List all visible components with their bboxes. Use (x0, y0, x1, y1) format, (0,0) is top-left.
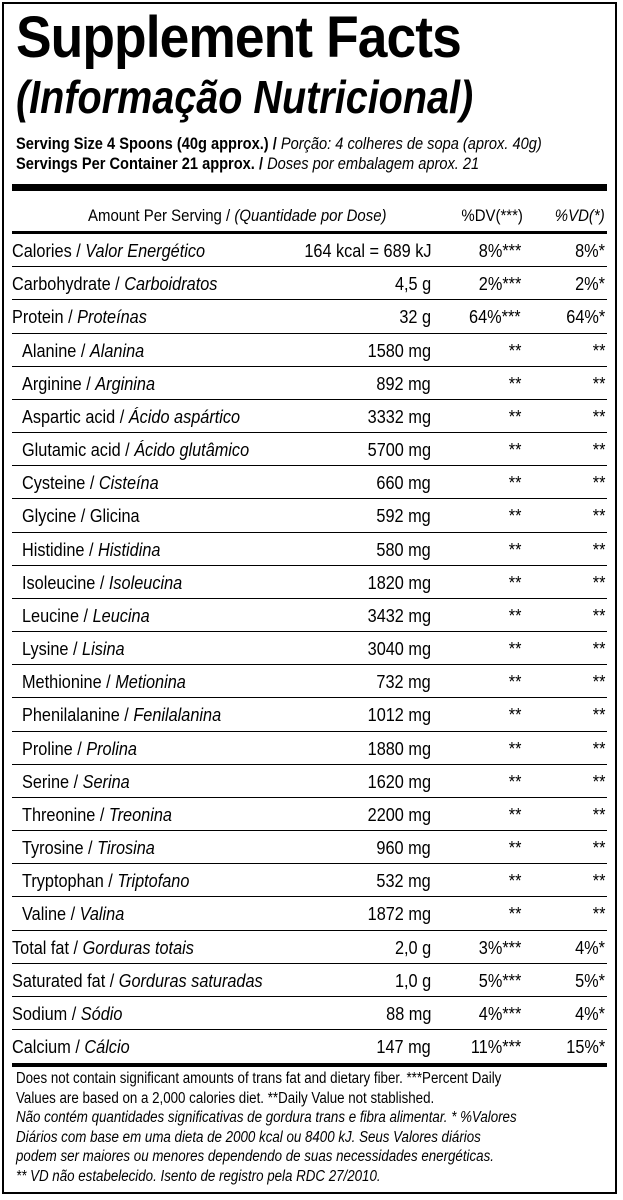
nutrient-name-en: Tyrosine / (22, 837, 98, 859)
nutrient-name (22, 903, 124, 925)
nutrient-name-pt: Gorduras saturadas (118, 969, 263, 991)
nutrient-name-pt: Cisteína (98, 472, 159, 494)
nutrient-dv: ** (508, 339, 521, 361)
nutrient-amount: 660 mg (376, 472, 431, 494)
nutrient-vd: 4%* (575, 1002, 605, 1024)
nutrient-dv: ** (508, 439, 521, 461)
table-row (12, 433, 607, 466)
nutrient-name-en: Sodium / (12, 1002, 81, 1024)
nutrient-name (12, 937, 194, 959)
nutrient-amount: 1580 mg (367, 339, 431, 361)
nutrient-amount: 1872 mg (367, 903, 431, 925)
nutrient-name (22, 638, 125, 660)
nutrient-dv: ** (508, 571, 521, 593)
nutrient-dv: 4%*** (478, 1002, 521, 1024)
amount-header (88, 206, 387, 226)
nutrient-name-pt: Ácido glutâmico (134, 439, 250, 461)
nutrient-name-en: Glycine / Glicina (22, 505, 140, 527)
bottom-thick-divider (12, 1063, 607, 1067)
nutrient-name (22, 738, 137, 760)
nutrient-name (12, 1036, 130, 1058)
amount-header-en: Amount Per Serving / (88, 206, 235, 225)
nutrient-amount: 3432 mg (367, 604, 431, 626)
nutrient-name-en: Phenilalanine / (22, 704, 134, 726)
table-row (12, 732, 607, 765)
nutrient-vd: ** (592, 870, 605, 892)
nutrient-name (12, 306, 147, 328)
serving-size-sep: / (268, 134, 281, 153)
table-row (12, 931, 607, 964)
nutrient-name-pt: Histidina (98, 538, 161, 560)
nutrient-name (22, 572, 182, 594)
nutrient-name-en: Glutamic acid / (22, 439, 135, 461)
nutrient-dv: ** (508, 372, 521, 394)
nutrient-vd: 15%* (566, 1036, 605, 1058)
footnote-pt-1: Não contém quantidades significativas de gordura trans e fibra alimentar. * %Valores (16, 1109, 517, 1126)
nutrient-dv: ** (508, 405, 521, 427)
nutrient-name (12, 1003, 122, 1025)
nutrient-name (22, 439, 249, 461)
nutrient-name-en: Histidine / (22, 538, 99, 560)
nutrient-amount: 88 mg (385, 1002, 431, 1024)
nutrient-name-en: Valine / (22, 903, 80, 925)
nutrient-name (12, 240, 205, 262)
table-row (12, 566, 607, 599)
nutrient-amount: 592 mg (376, 505, 431, 527)
nutrient-vd: ** (592, 405, 605, 427)
nutrient-amount: 1820 mg (367, 571, 431, 593)
supplement-facts-panel (2, 2, 617, 1194)
nutrient-name-pt: Fenilalanina (133, 704, 222, 726)
nutrient-name-pt: Tirosina (97, 837, 155, 859)
nutrient-name-pt: Leucina (92, 604, 150, 626)
nutrient-dv: 8%*** (478, 240, 521, 261)
nutrient-name-pt: Cálcio (84, 1036, 130, 1058)
nutrient-dv: ** (508, 671, 521, 693)
nutrient-amount: 732 mg (376, 671, 431, 693)
table-row (12, 665, 607, 698)
nutrient-name-pt: Serina (82, 770, 130, 792)
nutrient-name-en: Arginine / (22, 372, 96, 394)
nutrient-vd: 5%* (575, 969, 605, 991)
nutrient-vd: ** (592, 571, 605, 593)
nutrient-name (12, 970, 263, 992)
table-row (12, 300, 607, 333)
nutrient-name (22, 373, 155, 395)
nutrient-vd: ** (592, 604, 605, 626)
dv-header: %DV(***) (461, 206, 523, 225)
serving-size-line (16, 134, 542, 153)
table-row (12, 831, 607, 864)
footnote-en-1: Does not contain significant amounts of trans fat and dietary fiber. ***Percent Daily (16, 1070, 502, 1087)
nutrient-name-en: Threonine / (22, 803, 109, 825)
nutrient-amount: 960 mg (376, 837, 431, 859)
nutrient-vd: ** (592, 638, 605, 660)
nutrient-amount: 1620 mg (367, 770, 431, 792)
nutrient-name (22, 771, 130, 793)
nutrient-amount: 32 g (399, 306, 431, 328)
nutrient-name (22, 671, 186, 693)
nutrient-name-pt: Alanina (89, 339, 145, 361)
nutrient-dv: 2%*** (478, 273, 521, 295)
nutrient-dv: 11%*** (470, 1036, 521, 1058)
nutrient-name (22, 870, 189, 892)
nutrient-amount: 3040 mg (367, 638, 431, 660)
table-row (12, 234, 607, 267)
nutrient-name (22, 340, 144, 362)
nutrient-name (12, 273, 217, 295)
nutrient-name (22, 605, 150, 627)
table-row (12, 367, 607, 400)
nutrient-name-en: Isoleucine / (22, 571, 109, 593)
table-row (12, 997, 607, 1030)
nutrient-amount: 5700 mg (367, 439, 431, 461)
nutrient-name (22, 837, 155, 859)
table-row (12, 499, 607, 532)
nutrient-vd: 2%* (575, 273, 605, 295)
nutrient-dv: ** (508, 870, 521, 892)
nutrient-name-pt: Lisina (82, 638, 125, 660)
table-row (12, 267, 607, 300)
nutrient-vd: 64%* (566, 306, 605, 328)
nutrient-name (22, 539, 160, 561)
nutrient-name-pt: Prolina (86, 737, 137, 759)
nutrient-dv: ** (508, 472, 521, 494)
servings-per-container-sep: / (254, 154, 268, 173)
nutrient-name-en: Calories / (12, 240, 86, 261)
nutrient-name-en: Carbohydrate / (12, 273, 125, 295)
nutrient-name (22, 505, 140, 527)
nutrient-name-pt: Carboidratos (124, 273, 218, 295)
nutrient-name-en: Serine / (22, 770, 83, 792)
nutrient-amount: 1,0 g (394, 969, 431, 991)
nutrient-name-en: Calcium / (12, 1036, 85, 1058)
nutrient-name (22, 472, 159, 494)
nutrient-amount: 164 kcal = 689 kJ (303, 240, 431, 261)
top-thick-divider (12, 184, 607, 191)
panel-subtitle: (Informação Nutricional) (16, 71, 474, 123)
nutrient-vd: ** (592, 505, 605, 527)
nutrient-vd: ** (592, 903, 605, 925)
vd-header: %VD(*) (555, 206, 605, 225)
nutrient-dv: ** (508, 903, 521, 925)
serving-size-pt: Porção: 4 colheres de sopa (aprox. 40g) (280, 134, 542, 153)
nutrient-dv: ** (508, 770, 521, 792)
nutrient-vd: ** (592, 704, 605, 726)
nutrient-vd: ** (592, 538, 605, 560)
table-row (12, 798, 607, 831)
nutrient-name-en: Lysine / (22, 638, 83, 660)
nutrient-dv: ** (508, 638, 521, 660)
nutrient-name-en: Cysteine / (22, 472, 99, 494)
nutrient-name-en: Protein / (12, 306, 78, 328)
nutrient-name-pt: Ácido aspártico (128, 405, 241, 427)
nutrient-name-en: Tryptophan / (22, 870, 118, 892)
nutrient-amount: 1012 mg (367, 704, 431, 726)
nutrient-dv: 3%*** (478, 936, 521, 958)
nutrient-amount: 892 mg (376, 372, 431, 394)
nutrient-dv: ** (508, 803, 521, 825)
table-row (12, 1030, 607, 1063)
table-row (12, 765, 607, 798)
nutrient-vd: ** (592, 472, 605, 494)
table-row (12, 334, 607, 367)
nutrient-name-pt: Arginina (95, 372, 156, 394)
nutrient-name-pt: Treonina (108, 803, 172, 825)
nutrient-name-en: Proline / (22, 737, 87, 759)
footnote-pt-3: podem ser maiores ou menores dependendo de suas necessidades energéticas. (16, 1148, 494, 1165)
nutrient-amount: 147 mg (376, 1036, 431, 1058)
nutrient-name-pt: Isoleucina (108, 571, 183, 593)
nutrient-name-pt: Gorduras totais (82, 936, 194, 958)
nutrient-name-pt: Valor Energético (85, 240, 206, 261)
table-row (12, 599, 607, 632)
table-row (12, 632, 607, 665)
nutrient-vd: ** (592, 803, 605, 825)
amount-header-pt: (Quantidade por Dose) (234, 206, 387, 225)
nutrient-dv: ** (508, 538, 521, 560)
panel-title: Supplement Facts (16, 5, 461, 70)
nutrient-vd: ** (592, 770, 605, 792)
nutrient-amount: 2200 mg (367, 803, 431, 825)
nutrient-name (22, 704, 221, 726)
nutrient-name-en: Saturated fat / (12, 969, 119, 991)
nutrient-name-pt: Metionina (115, 671, 186, 693)
nutrient-vd: 8%* (575, 240, 605, 261)
nutrient-name-pt: Triptofano (117, 870, 190, 892)
nutrient-amount: 580 mg (376, 538, 431, 560)
nutrient-dv: ** (508, 505, 521, 527)
table-row (12, 864, 607, 897)
column-header (4, 200, 615, 230)
nutrient-amount: 532 mg (376, 870, 431, 892)
table-row (12, 400, 607, 433)
nutrient-name-en: Methionine / (22, 671, 116, 693)
nutrient-name-en: Leucine / (22, 604, 93, 626)
nutrient-amount: 1880 mg (367, 737, 431, 759)
serving-size-en: Serving Size 4 Spoons (40g approx.) (16, 134, 269, 153)
nutrient-name-en: Alanine / (22, 339, 90, 361)
nutrient-name-en: Total fat / (12, 936, 83, 958)
footnote-en-2: Values are based on a 2,000 calories diet. **Daily Value not stablished. (16, 1089, 435, 1107)
nutrient-amount: 2,0 g (394, 936, 431, 958)
nutrient-vd: ** (592, 439, 605, 461)
nutrient-name (22, 406, 240, 428)
footnote-pt-4: ** VD não estabelecido. Isento de registro pela RDC 27/2010. (16, 1167, 381, 1185)
nutrient-vd: 4%* (575, 936, 605, 958)
nutrient-amount: 4,5 g (394, 273, 431, 295)
nutrient-amount: 3332 mg (367, 405, 431, 427)
nutrient-name-en: Aspartic acid / (22, 405, 129, 427)
table-row (12, 897, 607, 930)
nutrient-dv: 5%*** (478, 969, 521, 991)
nutrient-vd: ** (592, 837, 605, 859)
nutrient-dv: 64%*** (469, 306, 521, 328)
nutrient-name-pt: Proteínas (77, 306, 147, 328)
nutrient-vd: ** (592, 671, 605, 693)
nutrient-name (22, 804, 172, 826)
table-row (12, 466, 607, 499)
nutrient-vd: ** (592, 339, 605, 361)
servings-per-container-pt: Doses por embalagem aprox. 21 (267, 154, 480, 173)
table-row (12, 533, 607, 566)
nutrient-dv: ** (508, 837, 521, 859)
nutrient-vd: ** (592, 737, 605, 759)
nutrient-dv: ** (508, 704, 521, 726)
table-row (12, 698, 607, 731)
servings-per-container-en: Servings Per Container 21 approx. (16, 154, 255, 173)
nutrient-name-pt: Valina (79, 903, 125, 925)
nutrient-dv: ** (508, 737, 521, 759)
nutrient-name-pt: Sódio (80, 1002, 123, 1024)
footnote-pt-2: Diários com base em uma dieta de 2000 kcal ou 8400 kJ. Seus Valores diários (16, 1128, 481, 1146)
servings-per-container-line (16, 154, 479, 173)
nutrient-dv: ** (508, 604, 521, 626)
nutrient-vd: ** (592, 372, 605, 394)
nutrient-table (4, 234, 615, 1063)
table-row (12, 964, 607, 997)
